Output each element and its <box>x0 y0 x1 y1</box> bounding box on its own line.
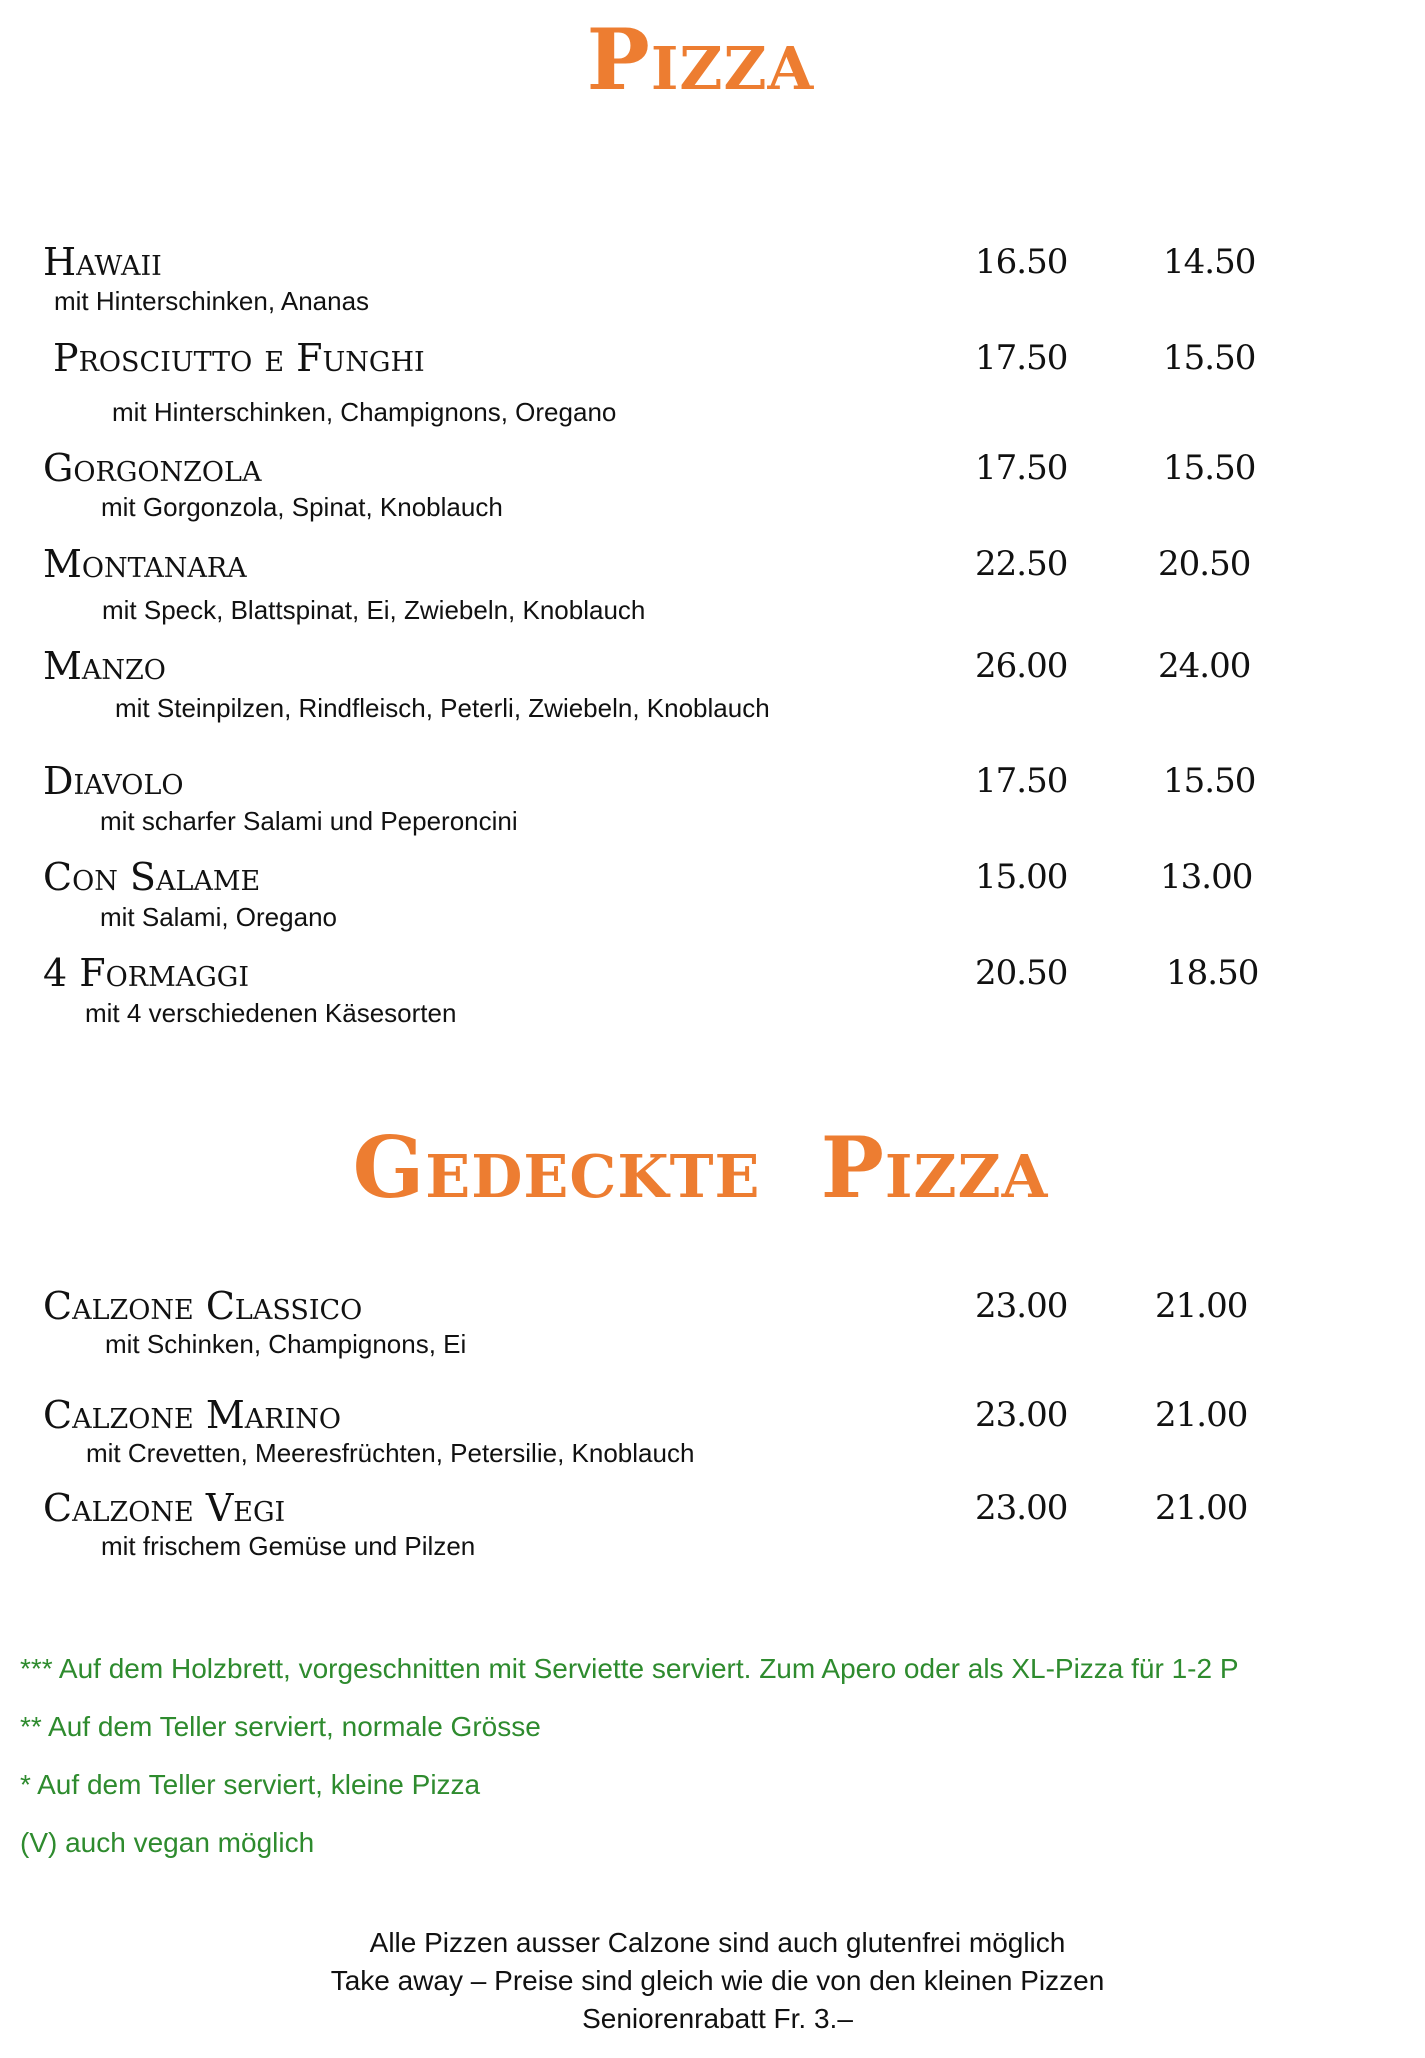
menu-item <box>0 240 1425 330</box>
item-name: 4 Formaggi <box>43 951 250 995</box>
item-description: mit 4 verschiedenen Käsesorten <box>85 998 457 1028</box>
menu-item <box>0 1486 1425 1576</box>
price-large: 17.50 <box>975 761 1068 801</box>
section-title-pizza: Pizza <box>586 10 815 109</box>
item-name: Gorgonzola <box>43 446 262 490</box>
price-large: 26.00 <box>975 646 1068 686</box>
menu-item <box>0 336 1425 426</box>
price-large: 23.00 <box>975 1286 1068 1326</box>
price-small: 21.00 <box>1155 1395 1248 1435</box>
price-large: 17.50 <box>975 338 1068 378</box>
price-small: 21.00 <box>1155 1488 1248 1528</box>
item-name: Hawaii <box>43 240 162 284</box>
item-description: mit Hinterschinken, Ananas <box>54 286 370 316</box>
item-description: mit Crevetten, Meeresfrüchten, Petersilie, Knoblauch <box>86 1438 695 1468</box>
note-holzbrett: *** Auf dem Holzbrett, vorgeschnitten mit Serviette serviert. Zum Apero oder als XL-Pizza für 1-2 P <box>20 1653 1239 1684</box>
menu-item <box>0 951 1425 1041</box>
item-description: mit Salami, Oregano <box>100 902 337 932</box>
menu-item <box>0 1284 1425 1374</box>
price-small: 14.50 <box>1163 242 1256 282</box>
price-large: 20.50 <box>975 953 1068 993</box>
price-large: 22.50 <box>975 544 1068 584</box>
footer-seniorenrabatt: Seniorenrabatt Fr. 3.– <box>582 2003 853 2034</box>
price-small: 15.50 <box>1163 448 1256 488</box>
price-small: 15.50 <box>1163 761 1256 801</box>
item-name: Calzone Vegi <box>43 1486 286 1530</box>
menu-item <box>0 542 1425 632</box>
item-name: Con Salame <box>43 855 261 899</box>
item-name: Manzo <box>43 644 166 688</box>
item-name: Prosciutto e Funghi <box>53 336 425 380</box>
menu-item <box>0 855 1425 945</box>
footer-glutenfrei: Alle Pizzen ausser Calzone sind auch glutenfrei möglich <box>369 1927 1066 1958</box>
item-description: mit Gorgonzola, Spinat, Knoblauch <box>101 492 503 522</box>
price-large: 17.50 <box>975 448 1068 488</box>
menu-item <box>0 446 1425 536</box>
menu-item <box>0 759 1425 849</box>
price-small: 20.50 <box>1158 544 1251 584</box>
item-name: Diavolo <box>43 759 184 803</box>
price-small: 18.50 <box>1166 953 1259 993</box>
item-name: Montanara <box>43 542 247 586</box>
item-name: Calzone Marino <box>43 1393 341 1437</box>
note-vegan: (V) auch vegan möglich <box>20 1827 315 1858</box>
footer-take-away: Take away – Preise sind gleich wie die von den kleinen Pizzen <box>330 1965 1105 1996</box>
item-description: mit Speck, Blattspinat, Ei, Zwiebeln, Knoblauch <box>102 595 646 625</box>
price-small: 15.50 <box>1163 338 1256 378</box>
note-kleine-pizza: * Auf dem Teller serviert, kleine Pizza <box>20 1769 481 1800</box>
item-description: mit frischem Gemüse und Pilzen <box>101 1531 476 1561</box>
price-small: 13.00 <box>1160 857 1253 897</box>
section-title-gedeckte-pizza: Gedeckte Pizza <box>352 1118 1049 1217</box>
item-description: mit Hinterschinken, Champignons, Oregano <box>112 397 617 427</box>
item-description: mit Schinken, Champignons, Ei <box>105 1329 467 1359</box>
item-description: mit scharfer Salami und Peperoncini <box>100 806 518 836</box>
item-name: Calzone Classico <box>43 1284 363 1328</box>
price-small: 24.00 <box>1158 646 1251 686</box>
note-normale-groesse: ** Auf dem Teller serviert, normale Grösse <box>20 1711 541 1742</box>
price-large: 23.00 <box>975 1395 1068 1435</box>
price-large: 23.00 <box>975 1488 1068 1528</box>
price-large: 16.50 <box>975 242 1068 282</box>
menu-item <box>0 1393 1425 1483</box>
menu-item <box>0 644 1425 734</box>
price-small: 21.00 <box>1155 1286 1248 1326</box>
price-large: 15.00 <box>975 857 1068 897</box>
item-description: mit Steinpilzen, Rindfleisch, Peterli, Zwiebeln, Knoblauch <box>115 693 770 723</box>
